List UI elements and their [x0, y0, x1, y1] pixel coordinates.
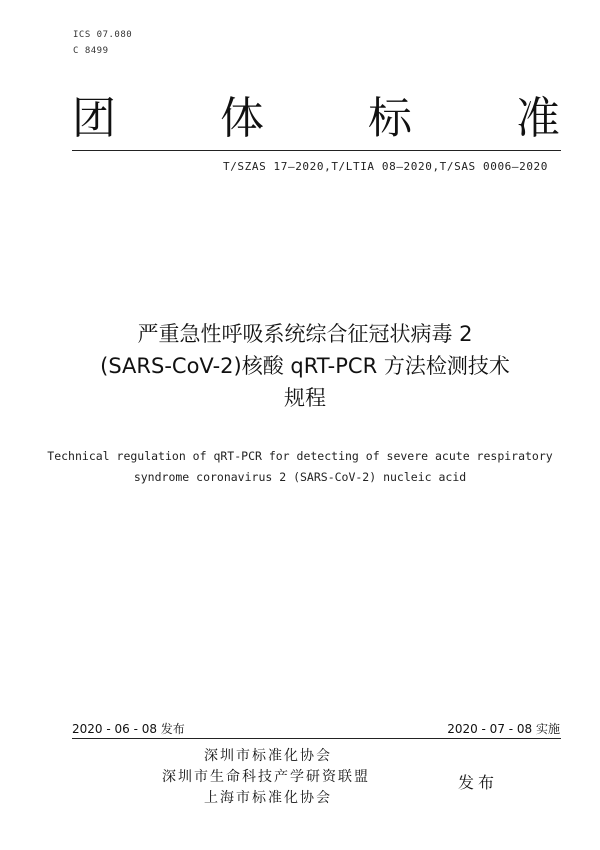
footer-divider: [72, 738, 561, 739]
standard-type-char: 准: [516, 93, 560, 144]
standard-number: T/SZAS 17—2020,T/LTIA 08—2020,T/SAS 0006—2020: [222, 160, 548, 173]
implement-date: 2020 - 07 - 08 实施: [447, 722, 560, 736]
publish-date: 2020 - 06 - 08 发布: [72, 722, 185, 736]
issuer-org: 深圳市标准化协会: [204, 748, 332, 764]
ics-code: ICS 07.080: [73, 30, 133, 40]
issue-label: 发布: [458, 773, 499, 792]
standard-type-char: 标: [368, 93, 412, 144]
chinese-title-line: 严重急性呼吸系统综合征冠状病毒 2: [137, 322, 473, 346]
standard-type-char: 体: [220, 93, 264, 144]
english-title: [40, 446, 560, 488]
chinese-title-line: (SARS-CoV-2)核酸 qRT-PCR 方法检测技术: [100, 354, 510, 378]
issuer-org: 上海市标准化协会: [204, 790, 332, 806]
chinese-title: [60, 318, 550, 414]
standard-type-heading: [72, 94, 560, 144]
english-title-line: syndrome coronavirus 2 (SARS-CoV-2) nucleic acid: [133, 470, 467, 484]
english-title-line: Technical regulation of qRT-PCR for detecting of severe acute respiratory: [47, 449, 553, 463]
issuer-org: 深圳市生命科技产学研资联盟: [162, 769, 370, 785]
header-divider: [72, 150, 561, 151]
ccs-code: C 8499: [73, 46, 109, 56]
standard-type-char: 团: [72, 93, 116, 144]
chinese-title-line: 规程: [284, 386, 326, 410]
issuing-organizations: [162, 746, 370, 809]
